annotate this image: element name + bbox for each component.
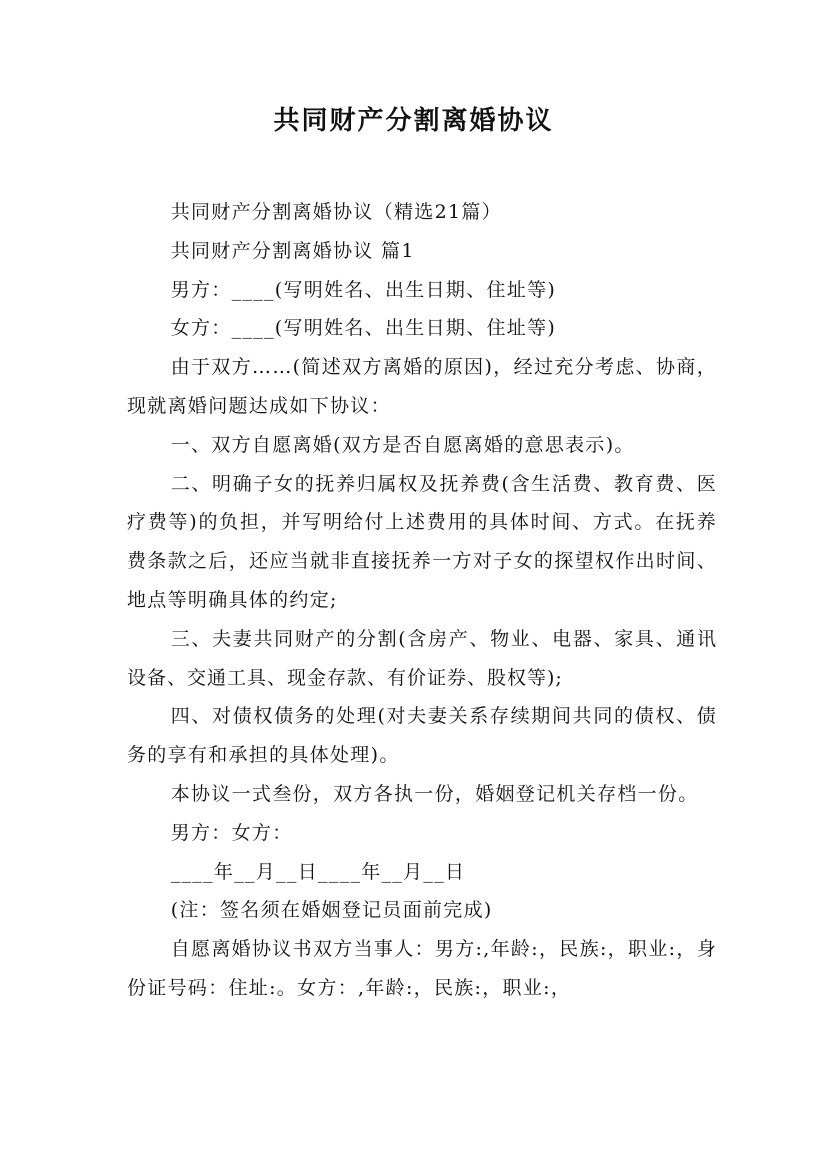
paragraph-clause-1: 一、双方自愿离婚(双方是否自愿离婚的意思表示)。 [170, 433, 635, 456]
paragraph-clause-3: 三、夫妻共同财产的分割(含房产、物业、电器、家具、通讯设备、交通工具、现金存款、有价证券、股权等); [127, 627, 717, 689]
paragraph-note: (注：签名须在婚姻登记员面前完成) [170, 899, 493, 922]
paragraph-reason: 由于双方……(简述双方离婚的原因)，经过充分考虑、协商，现就离婚问题达成如下协议： [127, 356, 717, 417]
paragraph-subtitle: 共同财产分割离婚协议（精选21篇） [170, 201, 502, 223]
paragraph-clause-4: 四、对债权债务的处理(对夫妻关系存续期间共同的债权、债务的享有和承担的具体处理)。 [127, 705, 717, 767]
paragraph-male-party: 男方：____(写明姓名、出生日期、住址等) [170, 278, 557, 301]
paragraph-signatures: 男方：女方： [170, 821, 293, 844]
document-title: 共同财产分割离婚协议 [273, 106, 554, 136]
paragraph-copies: 本协议一式叁份，双方各执一份，婚姻登记机关存档一份。 [170, 782, 699, 805]
paragraph-voluntary-agreement: 自愿离婚协议书双方当事人：男方:,年龄:，民族:，职业:，身份证号码：住址:。女方：,年龄:，民族:，职业:， [127, 938, 717, 999]
paragraph-section-heading: 共同财产分割离婚协议 篇1 [170, 239, 415, 262]
paragraph-female-party: 女方：____(写明姓名、出生日期、住址等) [170, 317, 557, 340]
document-body [127, 193, 717, 1008]
paragraph-clause-2: 二、明确子女的抚养归属权及抚养费(含生活费、教育费、医疗费等)的负担，并写明给付上述费用的具体时间、方式。在抚养费条款之后，还应当就非直接抚养一方对子女的探望权作出时间、地点等明确具体的约定; [127, 472, 717, 611]
paragraph-dates: ____年__月__日____年__月__日 [170, 860, 466, 883]
